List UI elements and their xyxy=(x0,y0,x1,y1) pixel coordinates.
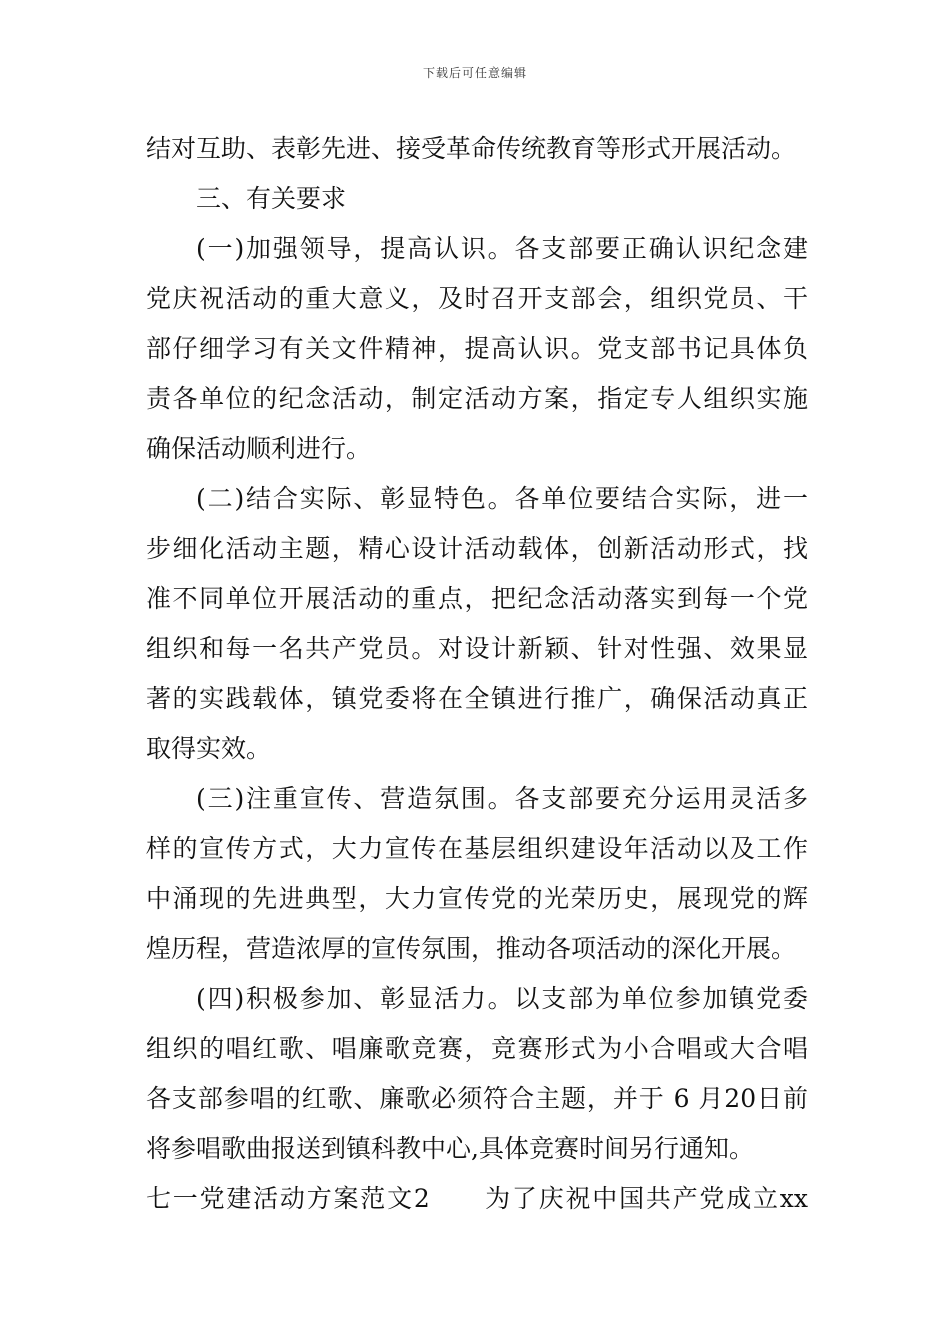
paragraph-start-line: (四)积极参加、彰显活力。以支部为单位参加镇党委 xyxy=(196,984,808,1013)
text-line: 煌历程，营造浓厚的宣传氛围，推动各项活动的深化开展。 xyxy=(146,934,797,963)
text-line: 组织和每一名共产党员。对设计新颖、针对性强、效果显 xyxy=(146,634,808,663)
text-line: 党庆祝活动的重大意义，及时召开支部会，组织党员、干 xyxy=(146,284,808,313)
text-line: 确保活动顺利进行。 xyxy=(146,434,372,463)
text-line: 步细化活动主题，精心设计活动载体，创新活动形式，找 xyxy=(146,534,808,563)
page-header-note: 下载后可任意编辑 xyxy=(422,66,527,80)
text-line: 各支部参唱的红歌、廉歌必须符合主题，并于 6 月20日前 xyxy=(146,1084,808,1113)
text-line: 部仔细学习有关文件精神，提高认识。党支部书记具体负 xyxy=(146,334,808,363)
paragraph-start-line: (一)加强领导，提高认识。各支部要正确认识纪念建 xyxy=(196,234,808,263)
text-line: 责各单位的纪念活动，制定活动方案，指定专人组织实施 xyxy=(146,384,808,413)
text-line: 样的宣传方式，大力宣传在基层组织建设年活动以及工作 xyxy=(146,834,808,863)
paragraph-start-line: (二)结合实际、彰显特色。各单位要结合实际，进一 xyxy=(196,484,808,513)
text-line: 中涌现的先进典型，大力宣传党的光荣历史，展现党的辉 xyxy=(146,884,808,913)
text-line: 组织的唱红歌、唱廉歌竞赛，竞赛形式为小合唱或大合唱 xyxy=(146,1034,808,1063)
text-line: 取得实效。 xyxy=(146,734,272,763)
text-line: 准不同单位开展活动的重点，把纪念活动落实到每一个党 xyxy=(146,584,808,613)
text-line: 结对互助、表彰先进、接受革命传统教育等形式开展活动。 xyxy=(146,134,797,163)
text-line: 七一党建活动方案范文2 为了庆祝中国共产党成立xx xyxy=(146,1184,808,1213)
document-body xyxy=(146,124,808,1224)
text-line: 将参唱歌曲报送到镇科教中心,具体竞赛时间另行通知。 xyxy=(146,1134,754,1163)
paragraph-start-line: (三)注重宣传、营造氛围。各支部要充分运用灵活多 xyxy=(196,784,808,813)
text-line: 著的实践载体，镇党委将在全镇进行推广，确保活动真正 xyxy=(146,684,808,713)
section-heading: 三、有关要求 xyxy=(196,184,347,213)
